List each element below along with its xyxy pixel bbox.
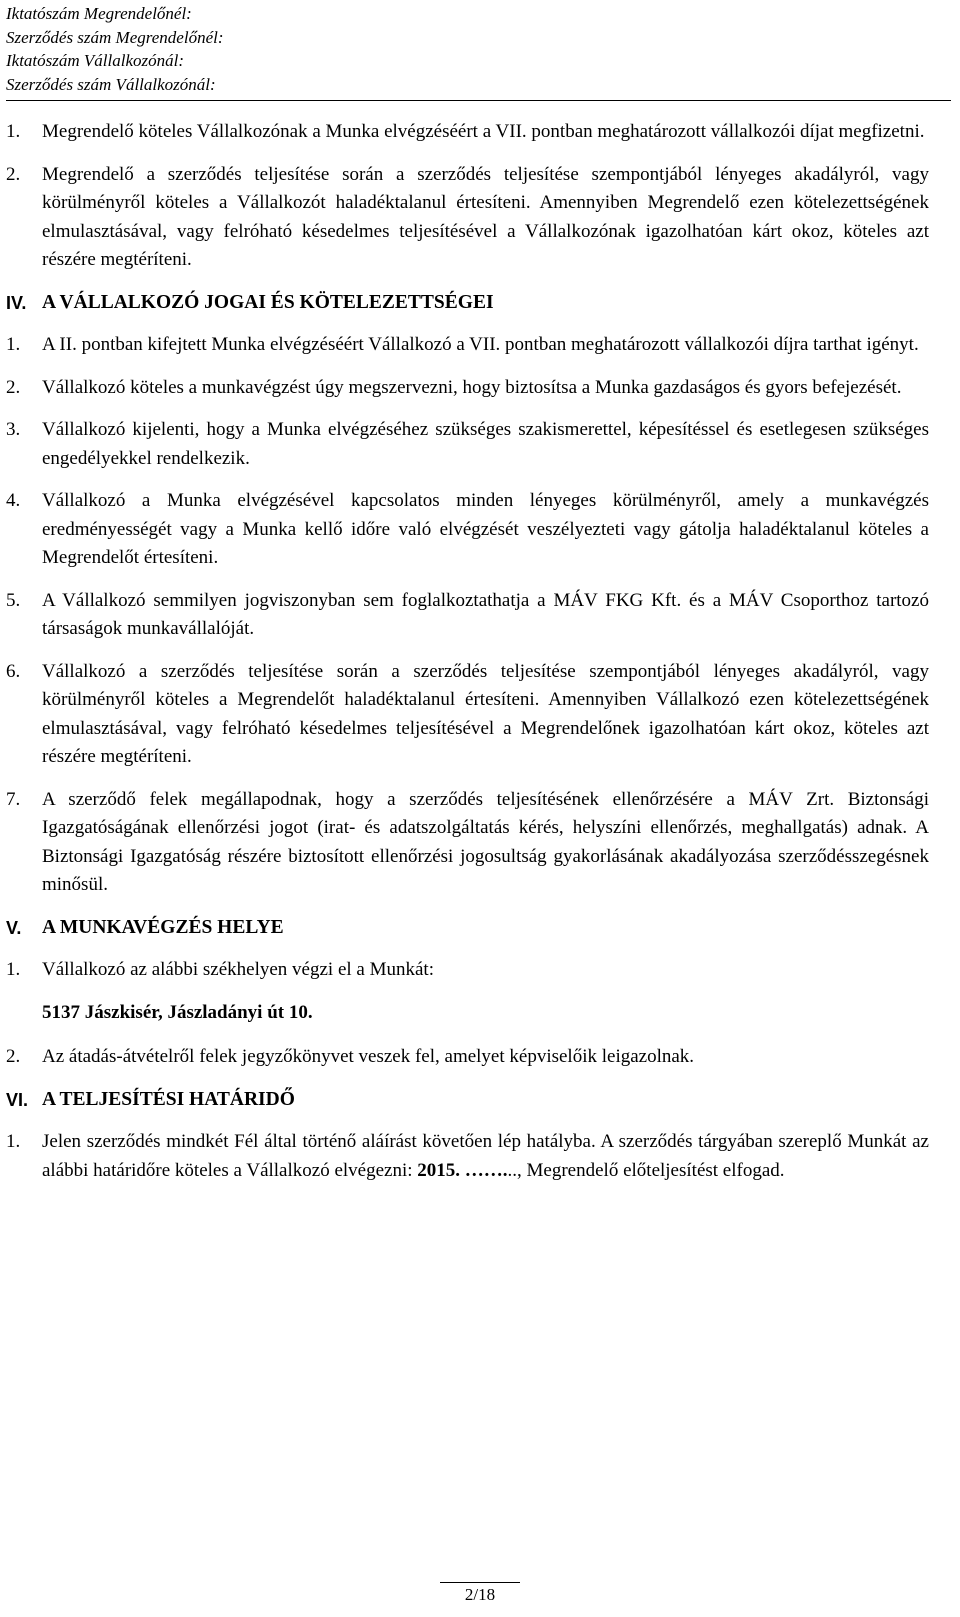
paragraph-number: 1. [6, 1131, 21, 1152]
section-heading [6, 289, 929, 318]
paragraph-text: A szerződő felek megállapodnak, hogy a szerződés teljesítésének ellenőrzésére a MÁV Zrt. Biztonsági Igazgatóságának ellenőrzési jogot (irat- és adatszolgáltatás kérés, helyszíni ellenőrzés, meghallgatás) adnak. A Biztonsági Igazgatóság részére biztosított ellenőrzési jogosultság gyakorlásának akadályozása szerződésszegésnek minősül. [42, 788, 929, 895]
paragraph-text: A II. pontban kifejtett Munka elvégzéséért Vállalkozó a VII. pontban meghatározott vállalkozói díjra tarthat igényt. [42, 334, 919, 355]
paragraph-text: Megrendelő köteles Vállalkozónak a Munka elvégzéséért a VII. pontban meghatározott vállalkozói díjat megfizetni. [42, 121, 925, 142]
paragraph [6, 658, 929, 772]
section-number: VI. [6, 1089, 29, 1110]
paragraph-number: 1. [6, 121, 21, 142]
paragraph-text: Vállalkozó a szerződés teljesítése során a szerződés teljesítése szempontjából lényeges akadályról, vagy körülményről köteles a Megrendelőt haladéktalanul értesíteni. Amennyiben Vállalkozó ezen kötelezettségének elmulasztásával, vagy felróható késedelmes teljesítésével a Megrendelőnek igazolhatóan kárt okoz, köteles azt részére megtéríteni. [42, 660, 929, 767]
paragraph [6, 587, 929, 644]
pre-fulfilment-text: Megrendelő előteljesítést elfogad. [526, 1159, 785, 1181]
header-line: Szerződés szám Vállalkozónál: [6, 74, 216, 94]
document-body [6, 118, 929, 1199]
paragraph-number: 1. [6, 334, 21, 355]
header-line: Szerződés szám Megrendelőnél: [6, 27, 224, 47]
paragraph-text: Az átadás-átvételről felek jegyzőkönyvet veszek fel, amelyet képviselőik leigazolnak. [42, 1046, 695, 1067]
section-title: A MUNKAVÉGZÉS HELYE [42, 916, 284, 938]
paragraph [6, 118, 929, 147]
paragraph-number: 2. [6, 376, 21, 398]
paragraph-text: A Vállalkozó semmilyen jogviszonyban sem foglalkoztathatja a MÁV FKG Kft. és a MÁV Csoporthoz tartozó társaságok munkavállalóját. [42, 589, 929, 639]
paragraph-text: Vállalkozó az alábbi székhelyen végzi el a Munkát: [42, 959, 434, 980]
paragraph-number: 1. [6, 959, 21, 980]
paragraph-text [42, 1128, 929, 1185]
paragraph-text: Vállalkozó a Munka elvégzésével kapcsolatos minden lényeges körülményről, amely a munkavégzés eredményességét vagy a Munka kellő időre való elvégzését veszélyezteti vagy gátolja haladéktalanul köteles a Megrendelőt értesíteni. [42, 490, 929, 568]
paragraph [6, 1128, 929, 1185]
paragraph [6, 786, 929, 900]
paragraph [6, 416, 929, 473]
page-number: 2/18 [464, 1585, 496, 1604]
paragraph-number: 7. [6, 788, 21, 810]
deadline-date: 2015. ……. [417, 1159, 508, 1181]
paragraph-text: Megrendelő a szerződés teljesítése során a szerződés teljesítése szempontjából lényeges akadályról, vagy körülményről köteles a Vállalkozót haladéktalanul értesíteni. Amennyiben Megrendelő ezen kötelezettségének elmulasztásával, vagy felróható késedelmes teljesítésével a Vállalkozónak igazolhatóan kárt okoz, köteles azt részére megtéríteni. [42, 163, 929, 270]
paragraph [6, 487, 929, 573]
paragraph [6, 374, 929, 403]
paragraph [6, 1043, 929, 1072]
work-address: 5137 Jászkisér, Jászladányi út 10. [42, 1001, 313, 1023]
section-title: A TELJESÍTÉSI HATÁRIDŐ [42, 1088, 295, 1110]
section-heading [6, 914, 929, 943]
deadline-date-suffix: .., [507, 1159, 522, 1181]
paragraph-number: 3. [6, 419, 21, 440]
paragraph-number: 4. [6, 490, 21, 511]
header-line: Iktatószám Vállalkozónál: [6, 51, 185, 70]
paragraph [6, 956, 929, 985]
paragraph-number: 2. [6, 163, 21, 185]
paragraph-text: Vállalkozó kijelenti, hogy a Munka elvégzéséhez szükséges szakismerettel, képesítéssel és esetlegesen szükséges engedélyekkel rendelkezik. [42, 419, 929, 469]
deadline-text: Jelen szerződés mindkét Fél által történő aláírást követően lép hatályba. A szerződés tárgyában szereplő Munkát az alábbi határidőre köteles a Vállalkozó elvégezni: [42, 1131, 929, 1181]
document-header [6, 2, 951, 101]
paragraph [6, 331, 929, 360]
section-number: V. [6, 917, 22, 938]
section-number: IV. [6, 292, 27, 313]
section-heading [6, 1086, 929, 1115]
header-line: Iktatószám Megrendelőnél: [6, 4, 192, 23]
section-title: A VÁLLALKOZÓ JOGAI ÉS KÖTELEZETTSÉGEI [42, 291, 494, 313]
paragraph-number: 6. [6, 660, 21, 682]
paragraph-text: Vállalkozó köteles a munkavégzést úgy megszervezni, hogy biztosítsa a Munka gazdaságos és gyors befejezését. [42, 376, 902, 398]
paragraph-number: 2. [6, 1046, 21, 1067]
paragraph [6, 161, 929, 275]
paragraph-number: 5. [6, 589, 21, 611]
footer-divider [440, 1582, 520, 1583]
